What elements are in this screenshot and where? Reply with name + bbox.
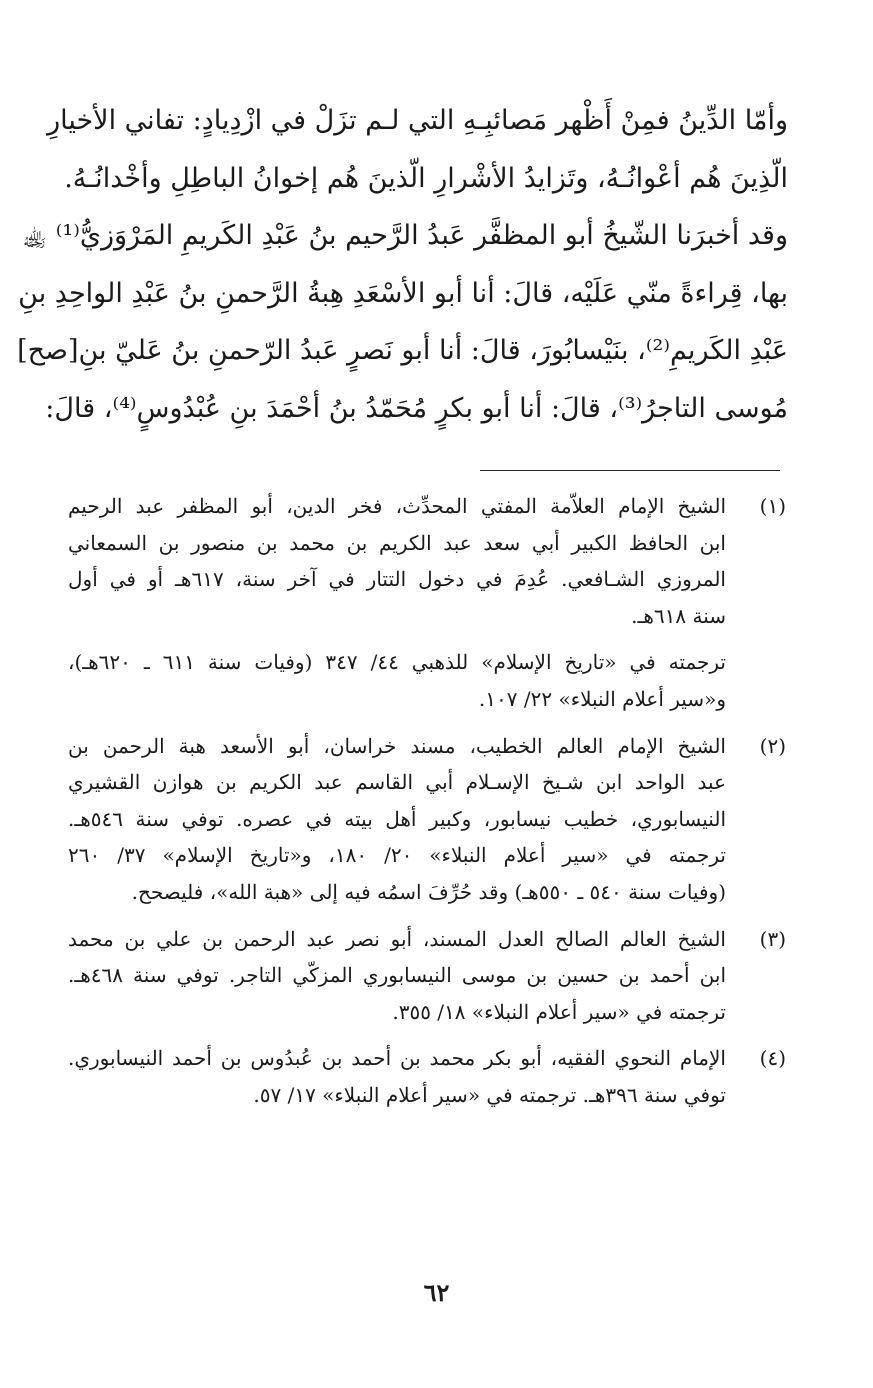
footnote-line: الإمام النحوي الفقيه، أبو بكر محمد بن أحمد بن عُبدُوس بن أحمد النيسابوري.	[68, 1046, 726, 1071]
footnote-line: (وفيات سنة ٥٤٠ ـ ٥٥٠هـ) وقد حُرِّفَ اسمُه فيه إلى «هبة الله»، فليصحح.	[131, 879, 726, 904]
footnote-2	[68, 728, 786, 911]
footnote-line: النيسابوري، خطيب نيسابور، وكبير أهل بيته في عصره. توفي سنة ٥٤٦هـ.	[68, 806, 726, 831]
main-text-line: الّذِينَ هُم أعْوانُـهُ، وتَزايدُ الأشْرارِ الّذينَ هُم إخوانُ الباطِلِ وأخْدانُـهُ.	[64, 162, 788, 194]
footnote-1	[68, 488, 786, 718]
main-text-line: بها، قِراءةً منّي عَلَيْه، قالَ: أنا أبو الأسْعَدِ هِبةُ الرَّحمنِ بنُ عَبْدِ الواحِدِ بنِ	[18, 277, 788, 309]
main-text-line: عَبْدِ الكَريمِ⁽²⁾، بنَيْسابُورَ، قالَ: أنا أبو نَصرٍ عَبدُ الرّحمنِ بنُ عَليّ بنِ[صح]	[17, 335, 788, 367]
footnote-divider	[480, 470, 780, 471]
footnote-line: سنة ٦١٨هـ.	[631, 603, 726, 628]
footnote-line: الشيخ العالم الصالح العدل المسند، أبو نصر عبد الرحمن بن علي بن محمد	[68, 926, 726, 951]
main-text-line: وقد أخبرَنا الشّيخُ أبو المظفَّر عَبدُ الرَّحيم بنُ عَبْدِ الكَريمِ المَرْوَزيُّ⁽¹⁾ ﵀	[22, 220, 788, 252]
footnote-number: (١)	[759, 494, 786, 518]
footnote-number: (٢)	[759, 733, 786, 758]
footnotes-section	[68, 488, 786, 1124]
footnote-line: و«سير أعلام النبلاء» ٢٢/ ١٠٧.	[478, 686, 726, 711]
footnote-line: عبد الواحد ابن شـيخ الإسـلام أبي القاسم عبد الكريم بن هوازن القشيري	[68, 770, 726, 795]
main-text-line: مُوسى التاجرُ⁽³⁾، قالَ: أنا أبو بكرٍ مُحَمّدُ بنُ أحْمَدَ بنِ عُبْدُوسٍ⁽⁴⁾، قالَ:	[45, 392, 788, 424]
footnote-number: (٣)	[759, 926, 786, 951]
footnote-line: ترجمته في «تاريخ الإسلام» للذهبي ٤٤/ ٣٤٧ (وفيات سنة ٦١١ ـ ٦٢٠هـ)،	[68, 650, 726, 675]
footnote-line: ترجمته في «سير أعلام النبلاء» ١٨/ ٣٥٥.	[392, 999, 726, 1024]
footnote-number: (٤)	[759, 1046, 786, 1071]
footnote-3	[68, 921, 786, 1031]
footnote-line: ابن أحمد بن حسين بن موسى النيسابوري المزكّي التاجر. توفي سنة ٤٦٨هـ.	[68, 963, 726, 988]
footnote-line: المروزي الشـافعي. عُدِمَ في دخول التتار في آخر سنة، ٦١٧هـ أو في أول	[68, 567, 726, 592]
main-text-line: وأمّا الدِّينُ فمِنْ أَظْهر مَصائبِـهِ التي لـم تزَلْ في ازْدِيادٍ: تفاني الأخيارِ	[47, 105, 788, 136]
footnote-4	[68, 1040, 786, 1113]
footnote-line: توفي سنة ٣٩٦هـ. ترجمته في «سير أعلام النبلاء» ١٧/ ٥٧.	[253, 1082, 726, 1107]
footnote-line: الشيخ الإمام العلاّمة المفتي المحدِّث، فخر الدين، أبو المظفر عبد الرحيم	[68, 494, 726, 518]
footnote-line: ابن الحافظ الكبير أبي سعد عبد الكريم بن محمد بن منصور بن السمعاني	[68, 530, 726, 555]
page-number: ٦٢	[423, 1278, 450, 1307]
footnote-line: الشيخ الإمام العالم الخطيب، مسند خراسان، أبو الأسعد هبة الرحمن بن	[68, 733, 726, 758]
main-text-block	[17, 92, 788, 438]
footnote-line: ترجمته في «سير أعلام النبلاء» ٢٠/ ١٨٠، و«تاريخ الإسلام» ٣٧/ ٢٦٠	[68, 843, 726, 868]
